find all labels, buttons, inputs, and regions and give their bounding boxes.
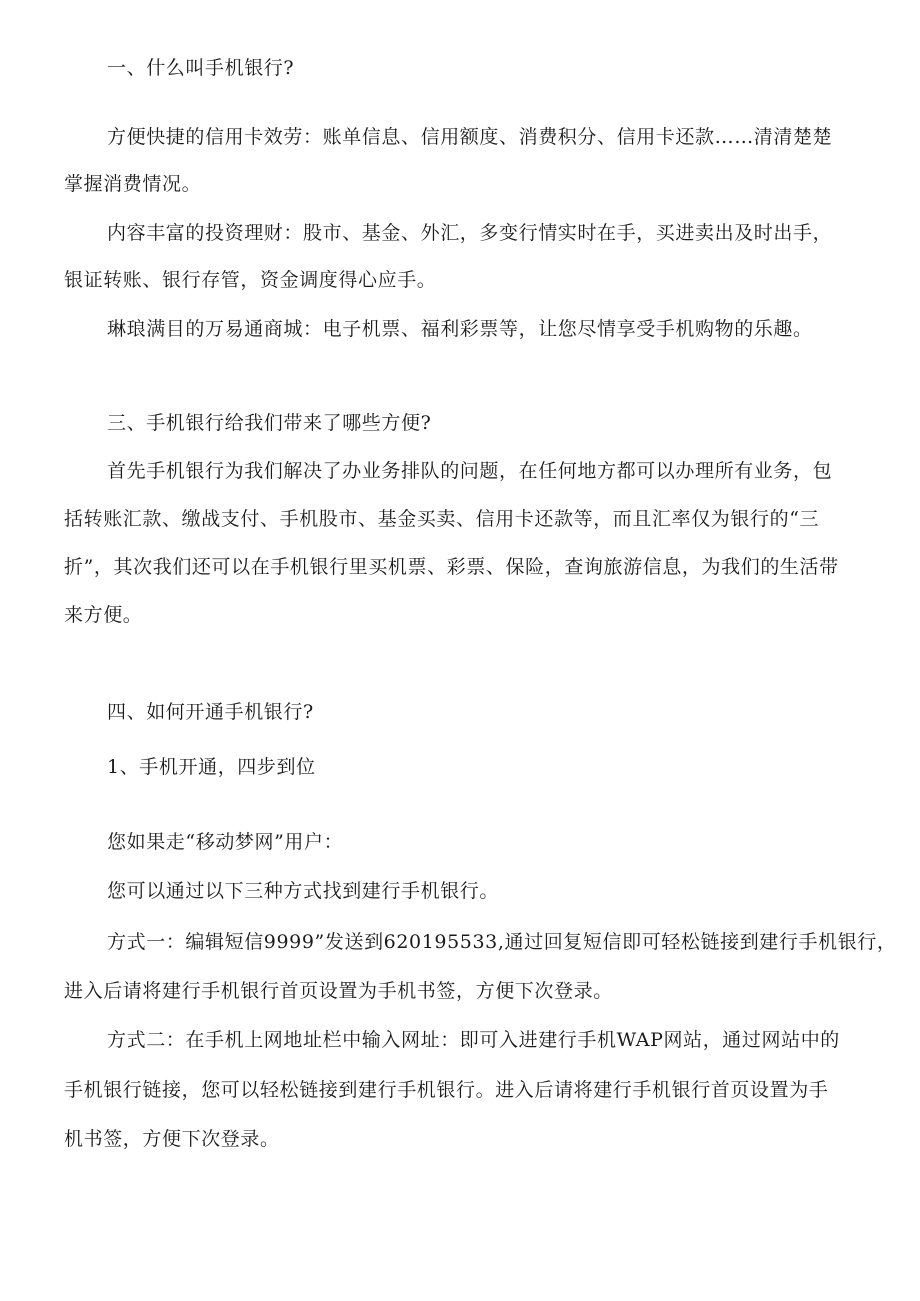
paragraph-line: 方式一：编辑短信9999”发送到620195533,通过回复短信即可轻松链接到建行手机银行， <box>107 931 897 953</box>
paragraph-line: 内容丰富的投资理财：股市、基金、外汇，多变行情实时在手，买进卖出及时出手， <box>107 222 833 244</box>
section-heading-4: 四、如何开通手机银行? <box>107 701 314 723</box>
paragraph-line: 琳琅满目的万易通商城：电子机票、福利彩票等，让您尽情享受手机购物的乐趣。 <box>107 318 813 340</box>
paragraph-line: 银证转账、银行存管，资金调度得心应手。 <box>64 269 437 291</box>
paragraph-line: 括转账汇款、缴战支付、手机股市、基金买卖、信用卡还款等，而且汇率仅为银行的“三 <box>64 508 820 530</box>
paragraph-line: 首先手机银行为我们解决了办业务排队的问题，在任何地方都可以办理所有业务，包 <box>107 460 833 482</box>
paragraph-line: 方便快捷的信用卡效劳：账单信息、信用额度、消费积分、信用卡还款……清清楚楚 <box>107 126 833 148</box>
paragraph-line: 方式二：在手机上网地址栏中输入网址：即可入进建行手机WAP网站，通过网站中的 <box>107 1029 840 1051</box>
section-heading-1: 一、什么叫手机银行? <box>107 57 295 79</box>
paragraph-line: 您如果走“移动梦网”用户： <box>107 831 344 853</box>
paragraph-line: 进入后请将建行手机银行首页设置为手机书签，方便下次登录。 <box>64 980 613 1002</box>
paragraph-line: 机书签，方便下次登录。 <box>64 1128 280 1150</box>
subheading: 1、手机开通，四步到位 <box>107 756 316 778</box>
paragraph-line: 掌握消费情况。 <box>64 173 202 195</box>
paragraph-line: 您可以通过以下三种方式找到建行手机银行。 <box>107 880 500 902</box>
section-heading-3: 三、手机银行给我们带来了哪些方便? <box>107 412 432 434</box>
paragraph-line: 折”，其次我们还可以在手机银行里买机票、彩票、保险，查询旅游信息，为我们的生活带 <box>64 556 839 578</box>
paragraph-line: 来方便。 <box>64 604 143 626</box>
paragraph-line: 手机银行链接，您可以轻松链接到建行手机银行。进入后请将建行手机银行首页设置为手 <box>64 1079 829 1101</box>
